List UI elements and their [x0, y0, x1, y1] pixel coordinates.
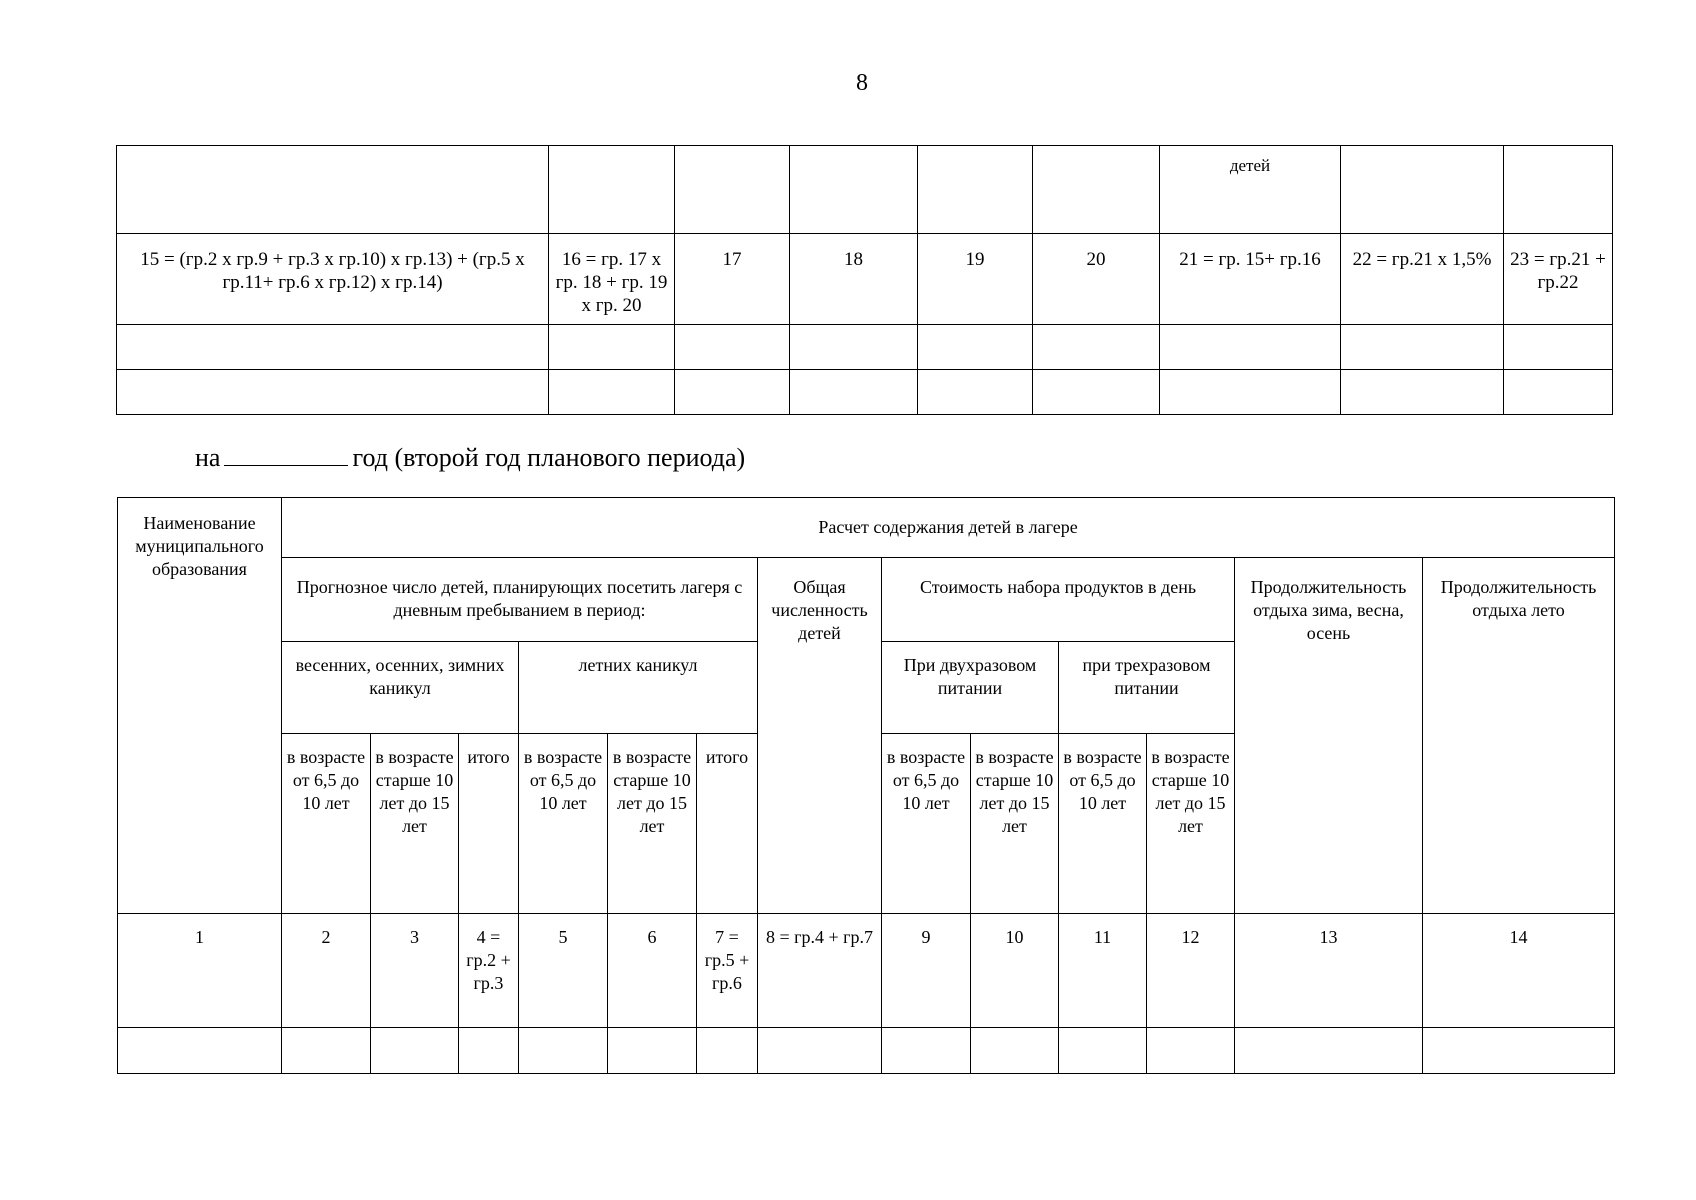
table1-header-cell — [117, 146, 549, 234]
age-young-header: в возрасте от 6,5 до 10 лет — [1059, 734, 1147, 914]
spring-autumn-winter-header: весенних, осенних, зимних каникул — [282, 642, 519, 734]
forecast-header: Прогнозное число детей, планирующих посетить лагеря с дневным пребыванием в период: — [282, 558, 758, 642]
col-number: 7 = гр.5 + гр.6 — [697, 914, 758, 1028]
col-number: 12 — [1147, 914, 1235, 1028]
table2-empty-row — [118, 1028, 1615, 1074]
table1-col-18: 18 — [790, 234, 918, 325]
food-cost-header: Стоимость набора продуктов в день — [882, 558, 1235, 642]
table1-header-cell — [1341, 146, 1504, 234]
table1-col-19: 19 — [918, 234, 1033, 325]
page-number: 8 — [856, 70, 868, 96]
table1-col-21: 21 = гр. 15+ гр.16 — [1160, 234, 1341, 325]
age-young-header: в возрасте от 6,5 до 10 лет — [519, 734, 608, 914]
col-number: 1 — [118, 914, 282, 1028]
table1-col-20: 20 — [1033, 234, 1160, 325]
age-old-header: в возрасте старше 10 лет до 15 лет — [1147, 734, 1235, 914]
age-old-header: в возрасте старше 10 лет до 15 лет — [608, 734, 697, 914]
period-caption — [195, 443, 745, 473]
col-number: 2 — [282, 914, 371, 1028]
summer-header: летних каникул — [519, 642, 758, 734]
table1-header-cell — [790, 146, 918, 234]
table1-col-22: 22 = гр.21 х 1,5% — [1341, 234, 1504, 325]
duration-summer-header: Продолжительность отдыха лето — [1423, 558, 1615, 914]
duration-winter-header: Продолжительность отдыха зима, весна, осень — [1235, 558, 1423, 914]
total-header: итого — [459, 734, 519, 914]
table1-empty-row — [117, 325, 1613, 370]
col-number: 9 — [882, 914, 971, 1028]
two-meals-header: При двухразовом питании — [882, 642, 1059, 734]
table1-empty-row — [117, 370, 1613, 415]
table1-col-15: 15 = (гр.2 х гр.9 + гр.3 х гр.10) х гр.13) + (гр.5 х гр.11+ гр.6 х гр.12) х гр.14) — [117, 234, 549, 325]
col-number: 5 — [519, 914, 608, 1028]
col-number: 11 — [1059, 914, 1147, 1028]
table1-header-cell: детей — [1160, 146, 1341, 234]
col-number: 4 = гр.2 + гр.3 — [459, 914, 519, 1028]
calc-header: Расчет содержания детей в лагере — [282, 498, 1615, 558]
table1-header-cell — [549, 146, 675, 234]
table1-header-cell — [1504, 146, 1613, 234]
col-number: 13 — [1235, 914, 1423, 1028]
table1-col-23: 23 = гр.21 + гр.22 — [1504, 234, 1613, 325]
table1-numbers-row — [117, 234, 1613, 325]
col-number: 3 — [371, 914, 459, 1028]
age-young-header: в возрасте от 6,5 до 10 лет — [282, 734, 371, 914]
table1-header-cell — [918, 146, 1033, 234]
col-number: 14 — [1423, 914, 1615, 1028]
table1-header-cell — [675, 146, 790, 234]
total-header: итого — [697, 734, 758, 914]
table1-col-16: 16 = гр. 17 х гр. 18 + гр. 19 х гр. 20 — [549, 234, 675, 325]
table1-header-row — [117, 146, 1613, 234]
total-children-header: Общая численность детей — [758, 558, 882, 914]
table1-col-17: 17 — [675, 234, 790, 325]
col-number: 10 — [971, 914, 1059, 1028]
table1-header-cell — [1033, 146, 1160, 234]
age-old-header: в возрасте старше 10 лет до 15 лет — [971, 734, 1059, 914]
age-young-header: в возрасте от 6,5 до 10 лет — [882, 734, 971, 914]
municipality-header: Наименование муниципального образования — [118, 498, 282, 914]
col-number: 8 = гр.4 + гр.7 — [758, 914, 882, 1028]
three-meals-header: при трехразовом питании — [1059, 642, 1235, 734]
continuation-table — [116, 145, 1613, 415]
camp-cost-table — [117, 497, 1615, 1074]
age-old-header: в возрасте старше 10 лет до 15 лет — [371, 734, 459, 914]
table2-numbers-row — [118, 914, 1615, 1028]
caption-prefix: на — [195, 443, 221, 472]
caption-suffix: год (второй год планового периода) — [352, 443, 746, 472]
col-number: 6 — [608, 914, 697, 1028]
year-blank — [224, 443, 348, 466]
